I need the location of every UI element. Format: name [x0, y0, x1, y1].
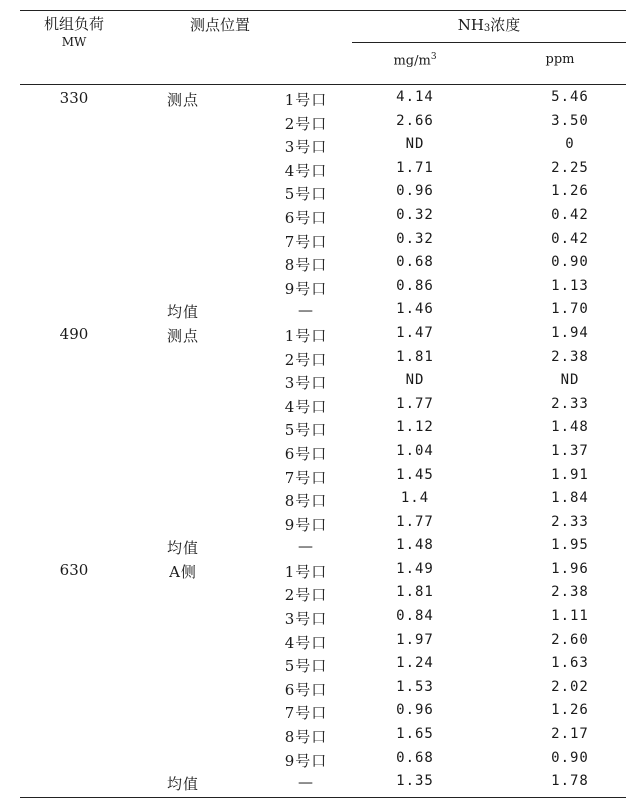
point-cell: 5号口 — [284, 657, 328, 676]
point-cell: — — [298, 773, 314, 792]
point-cell: 2号口 — [284, 586, 328, 605]
mg-value-cell: 1.45 — [396, 466, 434, 483]
ppm-value-cell: 1.95 — [551, 537, 589, 554]
table-row — [20, 159, 626, 183]
group-cell: A侧 — [169, 562, 197, 581]
ppm-value-cell: 2.02 — [551, 678, 589, 695]
ppm-value-cell: ND — [560, 372, 580, 389]
header-rule — [20, 84, 626, 85]
point-cell: 4号口 — [284, 397, 328, 416]
load-cell: 490 — [59, 324, 89, 343]
point-cell: 2号口 — [284, 350, 328, 369]
ppm-value-cell: 1.94 — [551, 324, 589, 341]
point-cell: 9号口 — [284, 751, 328, 770]
header-mg-unit — [360, 52, 470, 68]
ppm-value-cell: 3.50 — [551, 112, 589, 129]
mg-value-cell: 1.71 — [396, 159, 434, 176]
ppm-value-cell: 2.25 — [551, 159, 589, 176]
table-body — [20, 88, 626, 796]
mg-value-cell: 1.77 — [396, 513, 434, 530]
table-row — [20, 489, 626, 513]
table-row — [20, 348, 626, 372]
group-cell: 测点 — [166, 91, 199, 109]
table-row — [20, 253, 626, 277]
header-load — [20, 14, 128, 50]
header-position: 测点位置 — [189, 16, 250, 34]
ppm-value-cell: 1.84 — [551, 490, 589, 507]
table-row — [20, 371, 626, 395]
ppm-value-cell: 0 — [565, 136, 575, 153]
header-load-unit: MW — [61, 35, 87, 49]
table-row — [20, 230, 626, 254]
point-cell: 3号口 — [284, 374, 328, 393]
mg-value-cell: 1.35 — [396, 773, 434, 790]
point-cell: 6号口 — [284, 208, 328, 227]
mg-value-cell: 0.84 — [396, 608, 434, 625]
ppm-value-cell: 1.37 — [551, 442, 589, 459]
table-row — [20, 749, 626, 773]
ppm-value-cell: 0.90 — [551, 254, 589, 271]
group-cell: 均值 — [166, 775, 199, 794]
mg-value-cell: 0.68 — [396, 254, 434, 271]
group-cell: 均值 — [166, 539, 199, 558]
ppm-value-cell: 1.63 — [551, 655, 589, 672]
table-row — [20, 536, 626, 560]
mg-value-cell: 0.86 — [396, 277, 434, 294]
header-mg-unit-base: mg/m — [393, 53, 431, 69]
table-row — [20, 560, 626, 584]
table-row — [20, 206, 626, 230]
table-row — [20, 772, 626, 796]
mg-value-cell: 4.14 — [396, 89, 434, 105]
point-cell: 6号口 — [284, 680, 328, 699]
table-row — [20, 182, 626, 206]
point-cell: — — [298, 537, 314, 556]
mg-value-cell: 1.4 — [400, 490, 430, 507]
header-load-label: 机组负荷 — [43, 15, 104, 33]
table-row — [20, 418, 626, 442]
load-cell: 330 — [59, 89, 89, 107]
table-row — [20, 324, 626, 348]
mg-value-cell: 1.04 — [396, 442, 434, 459]
header-mg-unit-sup: 3 — [430, 52, 437, 62]
table-row — [20, 701, 626, 725]
mg-value-cell: 1.65 — [396, 726, 434, 743]
header-nh3-suffix: 浓度 — [490, 16, 521, 34]
load-cell: 630 — [59, 560, 89, 579]
mg-value-cell: 0.96 — [396, 702, 434, 719]
mg-value-cell: 0.96 — [396, 183, 434, 200]
header-nh3 — [352, 14, 626, 35]
ppm-value-cell: 1.48 — [551, 419, 589, 436]
table-row — [20, 678, 626, 702]
group-cell: 测点 — [166, 326, 199, 345]
ppm-value-cell: 5.46 — [551, 89, 589, 105]
table-row — [20, 607, 626, 631]
ppm-value-cell: 1.91 — [551, 466, 589, 483]
mg-value-cell: 2.66 — [396, 112, 434, 129]
mg-value-cell: 1.53 — [396, 678, 434, 695]
mg-value-cell: 0.68 — [396, 749, 434, 766]
ppm-value-cell: 1.13 — [551, 277, 589, 294]
point-cell: 9号口 — [284, 279, 328, 298]
header-ppm-unit: ppm — [545, 52, 575, 67]
point-cell: 5号口 — [284, 185, 328, 204]
ppm-value-cell: 1.96 — [551, 560, 589, 577]
ppm-value-cell: 2.60 — [551, 631, 589, 648]
ppm-value-cell: 1.26 — [551, 183, 589, 200]
table-row — [20, 395, 626, 419]
point-cell: 5号口 — [284, 421, 328, 440]
mg-value-cell: 0.32 — [396, 230, 434, 247]
ppm-value-cell: 2.17 — [551, 726, 589, 743]
mg-value-cell: 1.81 — [396, 348, 434, 365]
point-cell: 1号口 — [284, 326, 328, 345]
mg-value-cell: ND — [405, 372, 425, 389]
header-nh3-sub: 3 — [483, 23, 491, 34]
mg-value-cell: 1.97 — [396, 631, 434, 648]
table-row — [20, 135, 626, 159]
mg-value-cell: 1.46 — [396, 301, 434, 318]
table-row — [20, 300, 626, 324]
table-row — [20, 631, 626, 655]
mg-value-cell: 1.12 — [396, 419, 434, 436]
point-cell: 8号口 — [284, 256, 328, 275]
point-cell: 7号口 — [284, 232, 328, 251]
mg-value-cell: 1.47 — [396, 324, 434, 341]
mg-value-cell: 1.49 — [396, 560, 434, 577]
table-row — [20, 583, 626, 607]
ppm-value-cell: 1.26 — [551, 702, 589, 719]
table-row — [20, 277, 626, 301]
ppm-value-cell: 1.78 — [551, 773, 589, 790]
bottom-rule — [20, 797, 626, 798]
mg-value-cell: ND — [405, 136, 425, 153]
mg-value-cell: 1.77 — [396, 395, 434, 412]
point-cell: 1号口 — [284, 562, 328, 581]
point-cell: 1号口 — [284, 91, 328, 109]
point-cell: 4号口 — [284, 161, 328, 180]
point-cell: 3号口 — [284, 138, 328, 157]
top-rule — [20, 10, 626, 11]
ppm-value-cell: 0.90 — [551, 749, 589, 766]
ppm-value-cell: 2.33 — [551, 395, 589, 412]
ppm-value-cell: 0.42 — [551, 206, 589, 223]
table-row — [20, 442, 626, 466]
point-cell: — — [298, 301, 314, 320]
table-row — [20, 513, 626, 537]
mg-value-cell: 1.48 — [396, 537, 434, 554]
table-row — [20, 725, 626, 749]
point-cell: 7号口 — [284, 468, 328, 487]
point-cell: 4号口 — [284, 633, 328, 652]
ppm-value-cell: 0.42 — [551, 230, 589, 247]
point-cell: 6号口 — [284, 444, 328, 463]
point-cell: 8号口 — [284, 728, 328, 747]
ppm-value-cell: 2.38 — [551, 348, 589, 365]
header-nh3-prefix: NH — [457, 16, 484, 34]
table-row — [20, 88, 626, 112]
ppm-value-cell: 1.70 — [551, 301, 589, 318]
point-cell: 2号口 — [284, 114, 328, 133]
header-sub-rule — [352, 42, 626, 43]
ppm-value-cell: 2.33 — [551, 513, 589, 530]
ppm-value-cell: 1.11 — [551, 608, 589, 625]
table-row — [20, 466, 626, 490]
point-cell: 3号口 — [284, 610, 328, 629]
mg-value-cell: 1.81 — [396, 584, 434, 601]
ppm-value-cell: 2.38 — [551, 584, 589, 601]
point-cell: 8号口 — [284, 492, 328, 511]
mg-value-cell: 1.24 — [396, 655, 434, 672]
table-row — [20, 654, 626, 678]
table-row — [20, 112, 626, 136]
group-cell: 均值 — [166, 303, 199, 322]
point-cell: 9号口 — [284, 515, 328, 534]
mg-value-cell: 0.32 — [396, 206, 434, 223]
point-cell: 7号口 — [284, 704, 328, 723]
